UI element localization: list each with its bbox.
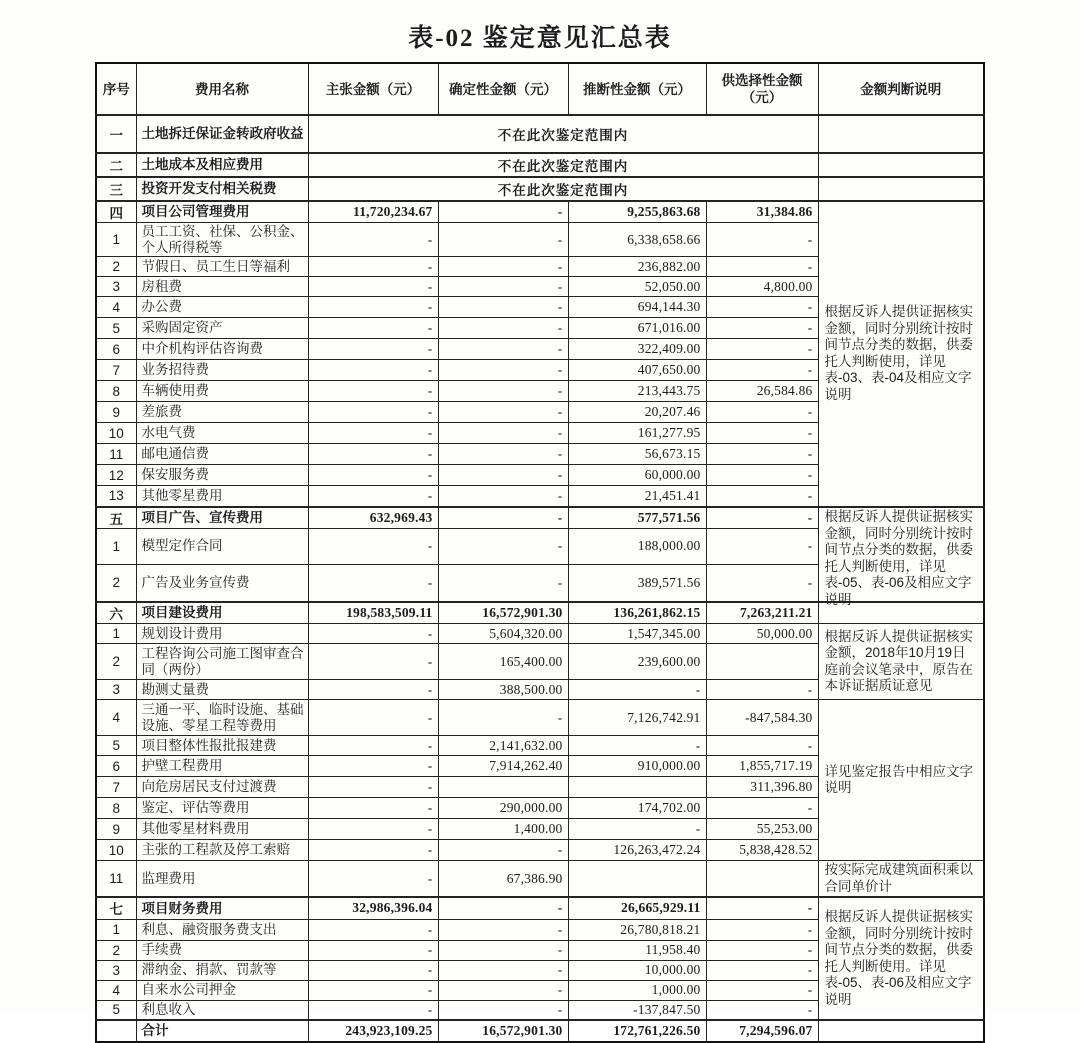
row-number-cell: 1 xyxy=(96,624,136,644)
amount-cell: 236,882.00 xyxy=(568,257,706,277)
row-number-cell: 7 xyxy=(96,777,136,798)
amount-cell: - xyxy=(568,680,706,700)
amount-cell xyxy=(568,777,706,798)
expense-name-cell: 节假日、员工生日等福利 xyxy=(136,257,308,277)
column-header: 确定性金额（元） xyxy=(438,63,568,115)
amount-cell: - xyxy=(308,798,438,819)
amount-cell xyxy=(706,861,818,898)
expense-name-cell: 监理费用 xyxy=(136,861,308,898)
amount-cell: - xyxy=(706,897,818,919)
row-number-cell: 4 xyxy=(96,297,136,318)
table-row xyxy=(96,177,984,201)
amount-cell: - xyxy=(308,486,438,507)
amount-cell: - xyxy=(308,736,438,756)
amount-cell xyxy=(438,777,568,798)
amount-cell: - xyxy=(308,444,438,465)
row-number-cell: 8 xyxy=(96,798,136,819)
amount-cell: - xyxy=(438,840,568,861)
row-number-cell: 11 xyxy=(96,444,136,465)
judgment-note-text: 根据反诉人提供证据核实金额，同时分别统计按时间节点分类的数据，供委托人判断使用，详见表-05、表-06及相应文字说明 xyxy=(824,509,973,607)
amount-cell: 26,584.86 xyxy=(706,381,818,402)
amount-cell: - xyxy=(308,1000,438,1020)
scope-note-cell: 不在此次鉴定范围内 xyxy=(308,177,818,201)
amount-cell: - xyxy=(308,960,438,980)
amount-cell: - xyxy=(438,507,568,529)
amount-cell: - xyxy=(308,381,438,402)
amount-cell: 239,600.00 xyxy=(568,644,706,680)
row-number-cell: 6 xyxy=(96,339,136,360)
expense-name-cell: 邮电通信费 xyxy=(136,444,308,465)
amount-cell: - xyxy=(568,819,706,840)
amount-cell: 136,261,862.15 xyxy=(568,602,706,624)
amount-cell xyxy=(568,861,706,898)
amount-cell: 1,400.00 xyxy=(438,819,568,840)
row-number-cell: 13 xyxy=(96,486,136,507)
row-number-cell: 9 xyxy=(96,819,136,840)
judgment-note-cell xyxy=(818,624,984,700)
row-number-cell: 5 xyxy=(96,318,136,339)
amount-cell: - xyxy=(438,700,568,736)
amount-cell: 11,720,234.67 xyxy=(308,201,438,223)
judgment-note-cell xyxy=(818,153,984,177)
amount-cell: 56,673.15 xyxy=(568,444,706,465)
expense-name-cell: 鉴定、评估等费用 xyxy=(136,798,308,819)
amount-cell: 243,923,109.25 xyxy=(308,1020,438,1042)
judgment-note-text: 按实际完成建筑面积乘以合同单价计 xyxy=(824,862,973,894)
row-number-cell: 5 xyxy=(96,1000,136,1020)
amount-cell: 16,572,901.30 xyxy=(438,602,568,624)
amount-cell: 671,016.00 xyxy=(568,318,706,339)
amount-cell: 311,396.80 xyxy=(706,777,818,798)
amount-cell: - xyxy=(438,423,568,444)
amount-cell: -137,847.50 xyxy=(568,1000,706,1020)
amount-cell: 5,838,428.52 xyxy=(706,840,818,861)
amount-cell: - xyxy=(706,444,818,465)
table-row xyxy=(96,115,984,153)
amount-cell: 161,277.95 xyxy=(568,423,706,444)
amount-cell: - xyxy=(438,257,568,277)
row-number-cell: 3 xyxy=(96,960,136,980)
amount-cell: 632,969.43 xyxy=(308,507,438,529)
table-header xyxy=(96,63,984,115)
amount-cell: - xyxy=(706,507,818,529)
amount-cell: 198,583,509.11 xyxy=(308,602,438,624)
amount-cell: - xyxy=(706,360,818,381)
table-row xyxy=(96,1020,984,1042)
amount-cell: 172,761,226.50 xyxy=(568,1020,706,1042)
amount-cell: 9,255,863.68 xyxy=(568,201,706,223)
amount-cell: 4,800.00 xyxy=(706,277,818,297)
judgment-note-cell xyxy=(818,861,984,898)
amount-cell: - xyxy=(438,564,568,602)
amount-cell: 31,384.86 xyxy=(706,201,818,223)
expense-name-cell: 项目建设费用 xyxy=(136,602,308,624)
row-number-cell: 2 xyxy=(96,940,136,960)
column-header: 推断性金额（元） xyxy=(568,63,706,115)
amount-cell: - xyxy=(438,360,568,381)
column-header: 金额判断说明 xyxy=(818,63,984,115)
amount-cell: -847,584.30 xyxy=(706,700,818,736)
amount-cell: 388,500.00 xyxy=(438,680,568,700)
expense-name-cell: 自来水公司押金 xyxy=(136,980,308,1000)
table-row xyxy=(96,897,984,919)
row-number-cell: 六 xyxy=(96,602,136,624)
expense-name-cell: 土地成本及相应费用 xyxy=(136,153,308,177)
amount-cell: - xyxy=(308,257,438,277)
expense-name-cell: 业务招待费 xyxy=(136,360,308,381)
amount-cell: 1,547,345.00 xyxy=(568,624,706,644)
amount-cell: - xyxy=(308,297,438,318)
expense-name-cell: 房租费 xyxy=(136,277,308,297)
expense-name-cell: 水电气费 xyxy=(136,423,308,444)
amount-cell: - xyxy=(308,339,438,360)
amount-cell: - xyxy=(308,423,438,444)
amount-cell: - xyxy=(438,297,568,318)
amount-cell: - xyxy=(308,756,438,777)
amount-cell: - xyxy=(706,339,818,360)
amount-cell: - xyxy=(438,339,568,360)
amount-cell: - xyxy=(706,318,818,339)
amount-cell: - xyxy=(438,897,568,919)
judgment-note-cell xyxy=(818,897,984,1020)
amount-cell: 7,914,262.40 xyxy=(438,756,568,777)
row-number-cell: 2 xyxy=(96,644,136,680)
amount-cell: 11,958.40 xyxy=(568,940,706,960)
amount-cell: - xyxy=(438,444,568,465)
row-number-cell: 一 xyxy=(96,115,136,153)
amount-cell: 2,141,632.00 xyxy=(438,736,568,756)
amount-cell: - xyxy=(706,257,818,277)
amount-cell: - xyxy=(308,402,438,423)
amount-cell: 7,126,742.91 xyxy=(568,700,706,736)
expense-name-cell: 滞纳金、捐款、罚款等 xyxy=(136,960,308,980)
amount-cell: 174,702.00 xyxy=(568,798,706,819)
judgment-note-text: 根据反诉人提供证据核实金额，同时分别统计按时间节点分类的数据，供委托人判断使用。详见表-05、表-06及相应文字说明 xyxy=(824,909,973,1007)
amount-cell: 6,338,658.66 xyxy=(568,223,706,257)
judgment-note-cell xyxy=(818,201,984,507)
amount-cell: - xyxy=(308,644,438,680)
judgment-note-text: 根据反诉人提供证据核实金额，2018年10月19日庭前会议笔录中，原告在本诉证据质证意见 xyxy=(824,628,973,693)
amount-cell: - xyxy=(438,381,568,402)
amount-cell: - xyxy=(706,423,818,444)
amount-cell: - xyxy=(706,960,818,980)
amount-cell: - xyxy=(308,919,438,940)
scope-note-cell: 不在此次鉴定范围内 xyxy=(308,115,818,153)
amount-cell: - xyxy=(438,919,568,940)
amount-cell: - xyxy=(706,1000,818,1020)
amount-cell: - xyxy=(706,564,818,602)
expense-name-cell: 利息、融资服务费支出 xyxy=(136,919,308,940)
expense-name-cell: 差旅费 xyxy=(136,402,308,423)
amount-cell: - xyxy=(706,297,818,318)
amount-cell: 1,855,717.19 xyxy=(706,756,818,777)
row-number-cell: 5 xyxy=(96,736,136,756)
amount-cell: - xyxy=(706,402,818,423)
amount-cell: - xyxy=(438,402,568,423)
table-row xyxy=(96,201,984,223)
amount-cell: 577,571.56 xyxy=(568,507,706,529)
judgment-note-cell xyxy=(818,700,984,861)
expense-name-cell: 采购固定资产 xyxy=(136,318,308,339)
row-number-cell: 9 xyxy=(96,402,136,423)
column-header: 费用名称 xyxy=(136,63,308,115)
amount-cell: - xyxy=(308,564,438,602)
expense-name-cell: 向危房居民支付过渡费 xyxy=(136,777,308,798)
judgment-note-text: 详见鉴定报告中相应文字说明 xyxy=(824,763,973,795)
table-row xyxy=(96,700,984,736)
amount-cell: - xyxy=(308,528,438,564)
expense-name-cell: 利息收入 xyxy=(136,1000,308,1020)
row-number-cell: 2 xyxy=(96,564,136,602)
expense-name-cell: 土地拆迁保证金转政府收益 xyxy=(136,115,308,153)
expense-name-cell: 中介机构评估咨询费 xyxy=(136,339,308,360)
amount-cell: - xyxy=(438,201,568,223)
amount-cell: - xyxy=(438,1000,568,1020)
judgment-note-cell xyxy=(818,115,984,153)
amount-cell: 407,650.00 xyxy=(568,360,706,381)
expense-name-cell: 规划设计费用 xyxy=(136,624,308,644)
amount-cell: - xyxy=(438,277,568,297)
amount-cell: 52,050.00 xyxy=(568,277,706,297)
amount-cell: - xyxy=(438,528,568,564)
expense-name-cell: 其他零星费用 xyxy=(136,486,308,507)
amount-cell: 32,986,396.04 xyxy=(308,897,438,919)
amount-cell: - xyxy=(308,465,438,486)
amount-cell: 60,000.00 xyxy=(568,465,706,486)
row-number-cell: 七 xyxy=(96,897,136,919)
amount-cell: 126,263,472.24 xyxy=(568,840,706,861)
row-number-cell: 8 xyxy=(96,381,136,402)
amount-cell xyxy=(706,644,818,680)
amount-cell: - xyxy=(438,465,568,486)
amount-cell: - xyxy=(706,223,818,257)
amount-cell: 322,409.00 xyxy=(568,339,706,360)
row-number-cell: 10 xyxy=(96,423,136,444)
appraisal-summary-table xyxy=(95,62,985,1043)
table-body xyxy=(96,115,984,1042)
amount-cell: - xyxy=(308,940,438,960)
expense-name-cell: 项目整体性报批报建费 xyxy=(136,736,308,756)
amount-cell: 55,253.00 xyxy=(706,819,818,840)
column-header: 序号 xyxy=(96,63,136,115)
row-number-cell: 2 xyxy=(96,257,136,277)
expense-name-cell: 工程咨询公司施工图审查合同（两份） xyxy=(136,644,308,680)
amount-cell: - xyxy=(706,528,818,564)
row-number-cell: 10 xyxy=(96,840,136,861)
row-number-cell: 四 xyxy=(96,201,136,223)
amount-cell: 26,780,818.21 xyxy=(568,919,706,940)
judgment-note-cell xyxy=(818,177,984,201)
judgment-note-cell xyxy=(818,507,984,607)
row-number-cell: 7 xyxy=(96,360,136,381)
row-number-cell: 6 xyxy=(96,756,136,777)
amount-cell: 694,144.30 xyxy=(568,297,706,318)
amount-cell: - xyxy=(706,980,818,1000)
amount-cell: - xyxy=(308,700,438,736)
expense-name-cell: 办公费 xyxy=(136,297,308,318)
amount-cell: 16,572,901.30 xyxy=(438,1020,568,1042)
table-row xyxy=(96,624,984,644)
header-row xyxy=(96,63,984,115)
amount-cell: - xyxy=(308,624,438,644)
amount-cell: - xyxy=(438,486,568,507)
expense-name-cell: 主张的工程款及停工索赔 xyxy=(136,840,308,861)
table-row xyxy=(96,153,984,177)
amount-cell: - xyxy=(308,277,438,297)
expense-name-cell: 投资开发支付相关税费 xyxy=(136,177,308,201)
amount-cell: - xyxy=(438,318,568,339)
amount-cell: 1,000.00 xyxy=(568,980,706,1000)
amount-cell: - xyxy=(706,919,818,940)
amount-cell: - xyxy=(308,223,438,257)
expense-name-cell: 广告及业务宣传费 xyxy=(136,564,308,602)
column-header: 供选择性金额（元） xyxy=(706,63,818,115)
row-number-cell: 12 xyxy=(96,465,136,486)
amount-cell: - xyxy=(706,940,818,960)
amount-cell: 50,000.00 xyxy=(706,624,818,644)
amount-cell: 26,665,929.11 xyxy=(568,897,706,919)
amount-cell: - xyxy=(438,223,568,257)
row-number-cell xyxy=(96,1020,136,1042)
expense-name-cell: 项目财务费用 xyxy=(136,897,308,919)
expense-name-cell: 项目广告、宣传费用 xyxy=(136,507,308,529)
amount-cell: 188,000.00 xyxy=(568,528,706,564)
amount-cell: 910,000.00 xyxy=(568,756,706,777)
amount-cell: 7,263,211.21 xyxy=(706,602,818,624)
amount-cell: - xyxy=(308,840,438,861)
expense-name-cell: 手续费 xyxy=(136,940,308,960)
amount-cell: 7,294,596.07 xyxy=(706,1020,818,1042)
amount-cell: - xyxy=(438,940,568,960)
amount-cell: - xyxy=(308,777,438,798)
expense-name-cell: 护壁工程费用 xyxy=(136,756,308,777)
amount-cell: 5,604,320.00 xyxy=(438,624,568,644)
amount-cell: 10,000.00 xyxy=(568,960,706,980)
table-row xyxy=(96,861,984,898)
row-number-cell: 1 xyxy=(96,223,136,257)
expense-name-cell: 员工工资、社保、公积金、个人所得税等 xyxy=(136,223,308,257)
row-number-cell: 4 xyxy=(96,700,136,736)
amount-cell: 20,207.46 xyxy=(568,402,706,423)
expense-name-cell: 三通一平、临时设施、基础设施、零星工程等费用 xyxy=(136,700,308,736)
amount-cell: 213,443.75 xyxy=(568,381,706,402)
row-number-cell: 三 xyxy=(96,177,136,201)
amount-cell: - xyxy=(308,680,438,700)
row-number-cell: 3 xyxy=(96,277,136,297)
amount-cell: - xyxy=(308,980,438,1000)
amount-cell: 67,386.90 xyxy=(438,861,568,898)
amount-cell: - xyxy=(706,680,818,700)
expense-name-cell: 车辆使用费 xyxy=(136,381,308,402)
scope-note-cell: 不在此次鉴定范围内 xyxy=(308,153,818,177)
table-row xyxy=(96,507,984,529)
amount-cell: 21,451.41 xyxy=(568,486,706,507)
expense-name-cell: 模型定作合同 xyxy=(136,528,308,564)
amount-cell: - xyxy=(308,861,438,898)
amount-cell: - xyxy=(706,798,818,819)
column-header: 主张金额（元） xyxy=(308,63,438,115)
expense-name-cell: 项目公司管理费用 xyxy=(136,201,308,223)
amount-cell: 389,571.56 xyxy=(568,564,706,602)
row-number-cell: 1 xyxy=(96,528,136,564)
amount-cell: - xyxy=(568,736,706,756)
row-number-cell: 五 xyxy=(96,507,136,529)
page-title: 表-02 鉴定意见汇总表 xyxy=(408,25,672,52)
amount-cell: 290,000.00 xyxy=(438,798,568,819)
judgment-note-text: 根据反诉人提供证据核实金额，同时分别统计按时间节点分类的数据，供委托人判断使用，详见表-03、表-04及相应文字说明 xyxy=(824,304,973,402)
row-number-cell: 11 xyxy=(96,861,136,898)
amount-cell: - xyxy=(706,486,818,507)
amount-cell: - xyxy=(706,465,818,486)
amount-cell: - xyxy=(438,960,568,980)
amount-cell: - xyxy=(308,819,438,840)
amount-cell: - xyxy=(706,736,818,756)
amount-cell: - xyxy=(308,318,438,339)
amount-cell: - xyxy=(308,360,438,381)
expense-name-cell: 保安服务费 xyxy=(136,465,308,486)
expense-name-cell: 合计 xyxy=(136,1020,308,1042)
expense-name-cell: 其他零星材料费用 xyxy=(136,819,308,840)
amount-cell: - xyxy=(438,980,568,1000)
row-number-cell: 二 xyxy=(96,153,136,177)
expense-name-cell: 勘测丈量费 xyxy=(136,680,308,700)
row-number-cell: 1 xyxy=(96,919,136,940)
amount-cell: 165,400.00 xyxy=(438,644,568,680)
judgment-note-cell xyxy=(818,1020,984,1042)
row-number-cell: 3 xyxy=(96,680,136,700)
row-number-cell: 4 xyxy=(96,980,136,1000)
